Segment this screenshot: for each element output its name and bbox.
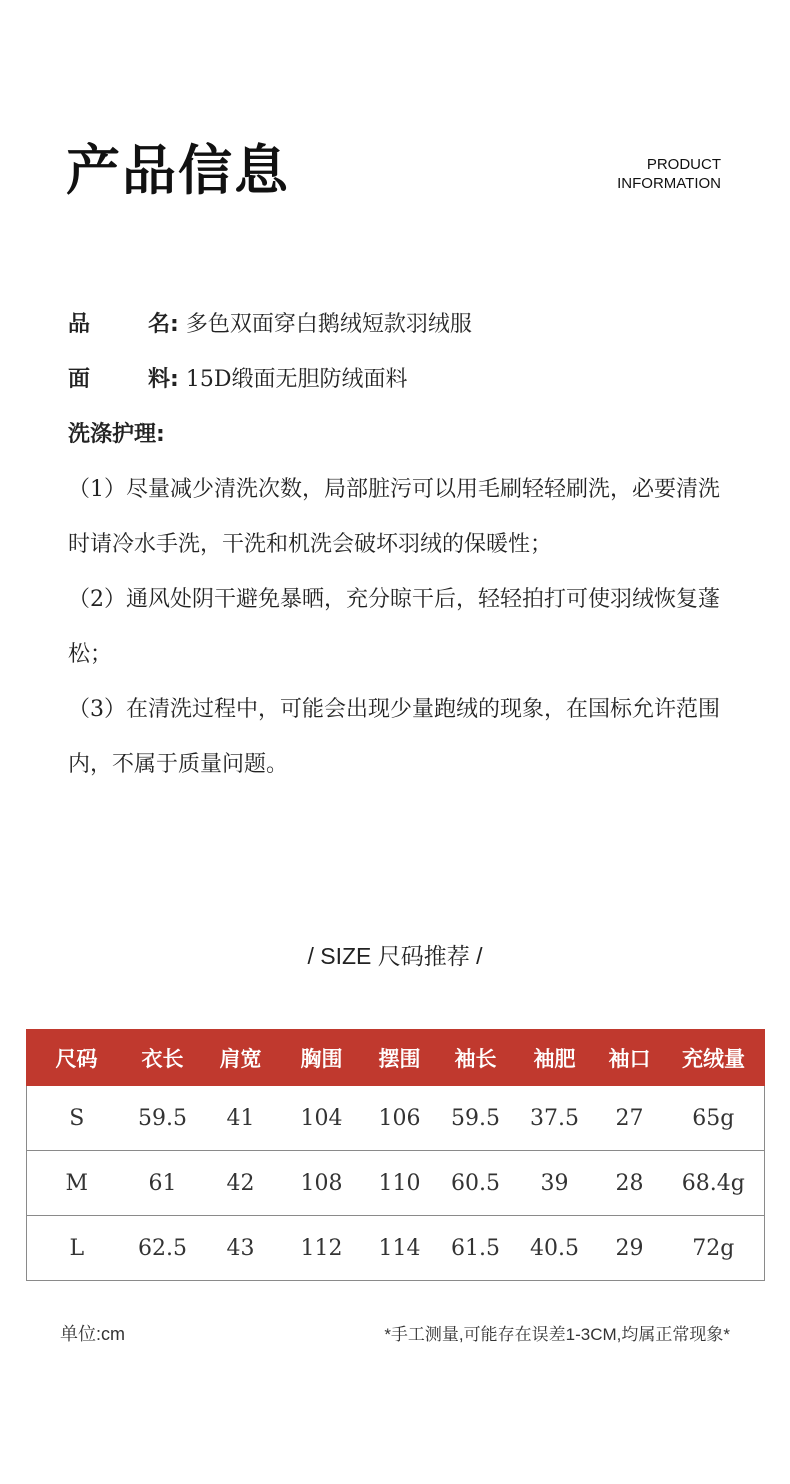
cell-length: 59.5 — [127, 1086, 199, 1151]
product-name-label-a: 品 — [68, 312, 91, 337]
header-size: 尺码 — [27, 1030, 127, 1086]
cell-size: M — [27, 1151, 127, 1216]
cell-fill-weight: 65g — [663, 1086, 765, 1151]
care-item-3: （3）在清洗过程中，可能会出现少量跑绒的现象，在国标允许范围内，不属于质量问题。 — [68, 697, 720, 777]
page-title: 产品信息 — [66, 139, 290, 202]
cell-sleeve-width: 39 — [513, 1151, 597, 1216]
cell-shoulder: 42 — [199, 1151, 283, 1216]
cell-cuff: 29 — [597, 1216, 663, 1281]
care-label: 洗涤护理: — [68, 422, 165, 447]
fabric-label — [68, 367, 179, 392]
subtitle-line-1: PRODUCT — [646, 156, 721, 173]
care-item-2: （2）通风处阴干避免暴晒，充分晾干后，轻轻拍打可使羽绒恢复蓬松； — [68, 587, 720, 667]
product-name-label — [68, 312, 179, 337]
unit-note: 单位:cm — [60, 1324, 125, 1344]
table-row — [27, 1086, 765, 1151]
cell-sleeve-width: 40.5 — [513, 1216, 597, 1281]
cell-hem: 106 — [361, 1086, 439, 1151]
page-subtitle — [617, 155, 721, 193]
header-sleeve-length: 袖长 — [439, 1030, 513, 1086]
cell-size: S — [27, 1086, 127, 1151]
cell-hem: 114 — [361, 1216, 439, 1281]
product-name-label-b: 名: — [148, 312, 179, 337]
fabric-value: 15D缎面无胆防绒面料 — [185, 367, 408, 392]
size-table-header — [27, 1030, 765, 1086]
product-info — [68, 297, 738, 792]
cell-fill-weight: 72g — [663, 1216, 765, 1281]
cell-cuff: 28 — [597, 1151, 663, 1216]
product-name-value: 多色双面穿白鹅绒短款羽绒服 — [185, 312, 472, 337]
cell-sleeve-length: 60.5 — [439, 1151, 513, 1216]
cell-sleeve-length: 61.5 — [439, 1216, 513, 1281]
cell-hem: 110 — [361, 1151, 439, 1216]
cell-chest: 108 — [283, 1151, 361, 1216]
cell-cuff: 27 — [597, 1086, 663, 1151]
cell-chest: 112 — [283, 1216, 361, 1281]
subtitle-line-2: INFORMATION — [617, 175, 721, 192]
cell-size: L — [27, 1216, 127, 1281]
size-section-title: / SIZE 尺码推荐 / — [307, 943, 483, 969]
header-length: 衣长 — [127, 1030, 199, 1086]
measurement-note: *手工测量,可能存在误差1-3CM,均属正常现象* — [384, 1325, 730, 1344]
cell-shoulder: 43 — [199, 1216, 283, 1281]
fabric-label-b: 料: — [148, 367, 179, 392]
fabric-row — [68, 352, 738, 407]
cell-sleeve-width: 37.5 — [513, 1086, 597, 1151]
cell-sleeve-length: 59.5 — [439, 1086, 513, 1151]
header-cuff: 袖口 — [597, 1030, 663, 1086]
cell-chest: 104 — [283, 1086, 361, 1151]
product-name-row — [68, 297, 738, 352]
cell-shoulder: 41 — [199, 1086, 283, 1151]
header-chest: 胸围 — [283, 1030, 361, 1086]
size-table — [26, 1029, 765, 1281]
header-fill-weight: 充绒量 — [663, 1030, 765, 1086]
table-row — [27, 1151, 765, 1216]
table-row — [27, 1216, 765, 1281]
cell-length: 62.5 — [127, 1216, 199, 1281]
cell-length: 61 — [127, 1151, 199, 1216]
care-item-1: （1）尽量减少清洗次数，局部脏污可以用毛刷轻轻刷洗，必要清洗时请冷水手洗，干洗和机洗会破坏羽绒的保暖性； — [68, 477, 720, 557]
header-shoulder: 肩宽 — [199, 1030, 283, 1086]
cell-fill-weight: 68.4g — [663, 1151, 765, 1216]
header-hem: 摆围 — [361, 1030, 439, 1086]
header-sleeve-width: 袖肥 — [513, 1030, 597, 1086]
fabric-label-a: 面 — [68, 367, 91, 392]
